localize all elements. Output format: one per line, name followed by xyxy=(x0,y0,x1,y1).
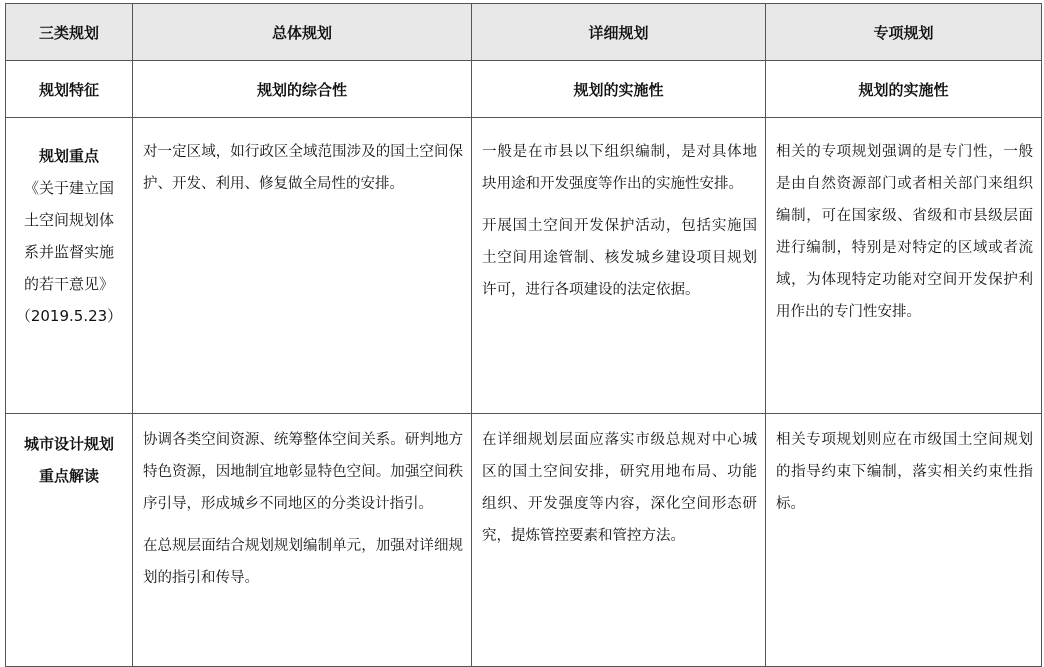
header-category: 三类规划 xyxy=(6,4,133,61)
urban-detailed-text: 在详细规划层面应落实市级总规对中心城区的国土空间安排，研究用地布局、功能组织、开发强度等内容，深化空间形态研究，提炼管控要素和管控方法。 xyxy=(482,432,757,544)
urban-label-cell xyxy=(6,414,133,667)
source-date: （2019.5.23） xyxy=(15,307,123,325)
feature-detailed: 规划的实施性 xyxy=(472,61,766,118)
focus-special-cell xyxy=(766,118,1042,414)
feature-special: 规划的实施性 xyxy=(766,61,1042,118)
focus-label-cell xyxy=(6,118,133,414)
feature-overall: 规划的综合性 xyxy=(133,61,472,118)
urban-special-cell xyxy=(766,414,1042,667)
urban-label-line: 重点解读 xyxy=(38,467,99,485)
header-row xyxy=(6,4,1042,61)
urban-detailed-cell xyxy=(472,414,766,667)
source-line: 系并监督实施 xyxy=(23,243,114,261)
focus-overall-text: 对一定区域，如行政区全域范围涉及的国土空间保护、开发、利用、修复做全局性的安排。 xyxy=(143,144,463,192)
planning-comparison-table xyxy=(5,3,1042,667)
header-detailed-planning: 详细规划 xyxy=(472,4,766,61)
feature-row xyxy=(6,61,1042,118)
urban-special-text: 相关专项规划则应在市级国土空间规划的指导约束下编制，落实相关约束性指标。 xyxy=(776,432,1033,512)
urban-design-row xyxy=(6,414,1042,667)
source-line: 土空间规划体 xyxy=(23,211,114,229)
urban-overall-text: 协调各类空间资源、统筹整体空间关系。研判地方特色资源，因地制宜地彰显特色空间。加强空间秩序引导，形成城乡不同地区的分类设计指引。 xyxy=(143,432,463,512)
focus-label: 规划重点 xyxy=(38,147,99,165)
feature-label: 规划特征 xyxy=(6,61,133,118)
header-special-planning: 专项规划 xyxy=(766,4,1042,61)
urban-overall-cell xyxy=(133,414,472,667)
focus-detailed-cell xyxy=(472,118,766,414)
header-overall-planning: 总体规划 xyxy=(133,4,472,61)
focus-row xyxy=(6,118,1042,414)
focus-detailed-text: 一般是在市县以下组织编制，是对具体地块用途和开发强度等作出的实施性安排。 xyxy=(482,144,757,192)
urban-label-line: 城市设计规划 xyxy=(23,435,114,453)
source-line: 《关于建立国 xyxy=(23,179,114,197)
urban-overall-text: 在总规层面结合规划规划编制单元，加强对详细规划的指引和传导。 xyxy=(143,538,463,586)
focus-detailed-text: 开展国土空间开发保护活动，包括实施国土空间用途管制、核发城乡建设项目规划许可，进行各项建设的法定依据。 xyxy=(482,218,757,298)
source-line: 的若干意见》 xyxy=(23,275,114,293)
focus-special-text: 相关的专项规划强调的是专门性，一般是由自然资源部门或者相关部门来组织编制，可在国家级、省级和市县级层面进行编制，特别是对特定的区域或者流域，为体现特定功能对空间开发保护利用作出的专门性安排。 xyxy=(776,144,1033,320)
focus-overall-cell xyxy=(133,118,472,414)
